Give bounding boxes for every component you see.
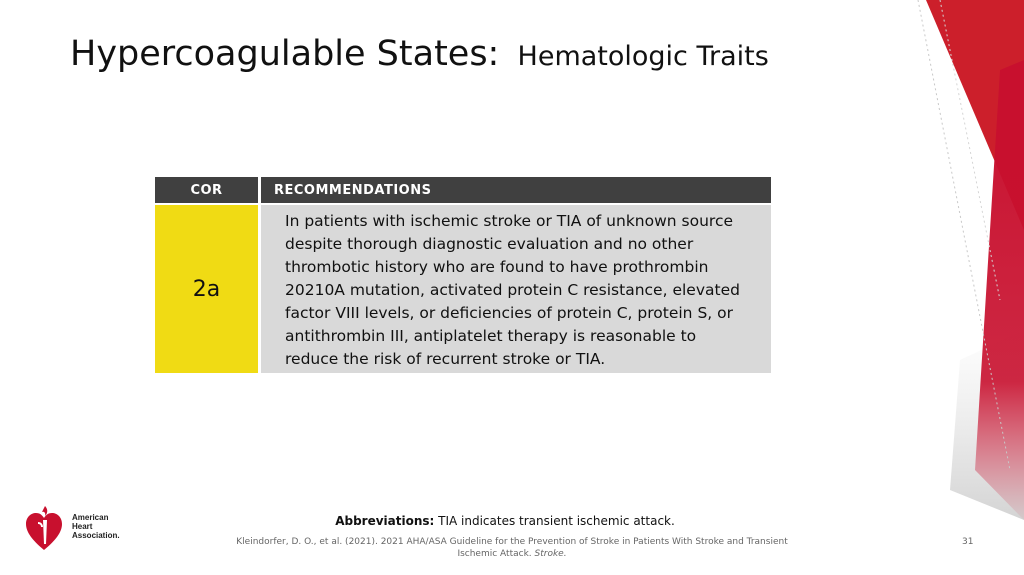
red-lower-shape <box>975 60 1024 520</box>
dotted-line-1 <box>918 0 1010 470</box>
logo-line: Heart <box>72 521 93 531</box>
red-top-shape <box>926 0 1024 230</box>
citation-line-2 <box>232 548 792 560</box>
abbreviations-text: TIA indicates transient ischemic attack. <box>434 514 675 528</box>
title-subtitle: Hematologic Traits <box>517 41 769 72</box>
citation <box>232 536 792 560</box>
recommendation-line: 20210A mutation, activated protein C resistance, elevated <box>285 281 740 299</box>
recommendation-line: reduce the risk of recurrent stroke or TIA. <box>285 350 606 368</box>
abbreviations-label: Abbreviations: <box>335 514 435 528</box>
logo-text <box>72 513 120 540</box>
dotted-line-2 <box>940 0 1000 300</box>
citation-line-2-text: Ischemic Attack. <box>457 549 535 559</box>
recommendation-line: antithrombin III, antiplatelet therapy is reasonable to <box>285 327 697 345</box>
recommendation-line: thrombotic history who are found to have prothrombin <box>285 258 709 276</box>
logo-line: Association. <box>72 530 120 540</box>
title-main: Hypercoagulable States: <box>70 34 500 74</box>
abbreviations-note <box>0 514 1010 528</box>
recommendation-line: In patients with ischemic stroke or TIA of unknown source <box>285 212 734 230</box>
gray-fade-shape <box>950 330 1024 520</box>
cor-class-cell: 2a <box>155 205 258 373</box>
header-recommendations: RECOMMENDATIONS <box>261 177 771 203</box>
logo-line: American <box>72 512 109 522</box>
recommendation-line: despite thorough diagnostic evaluation and no other <box>285 235 694 253</box>
recommendation-line: factor VIII levels, or deficiencies of protein C, protein S, or <box>285 304 733 322</box>
citation-line-1: Kleindorfer, D. O., et al. (2021). 2021 AHA/ASA Guideline for the Prevention of Stroke in Patients With Stroke and Transient <box>236 537 788 547</box>
slide-number: 31 <box>962 537 974 547</box>
recommendation-table <box>155 177 771 373</box>
slide-title <box>70 34 769 74</box>
heart-torch-icon <box>24 500 64 552</box>
aha-logo <box>24 500 120 552</box>
table-row <box>155 205 771 373</box>
header-cor: COR <box>155 177 258 203</box>
table-header-row <box>155 177 771 203</box>
citation-journal: Stroke. <box>534 549 567 559</box>
recommendation-cell <box>261 205 771 373</box>
